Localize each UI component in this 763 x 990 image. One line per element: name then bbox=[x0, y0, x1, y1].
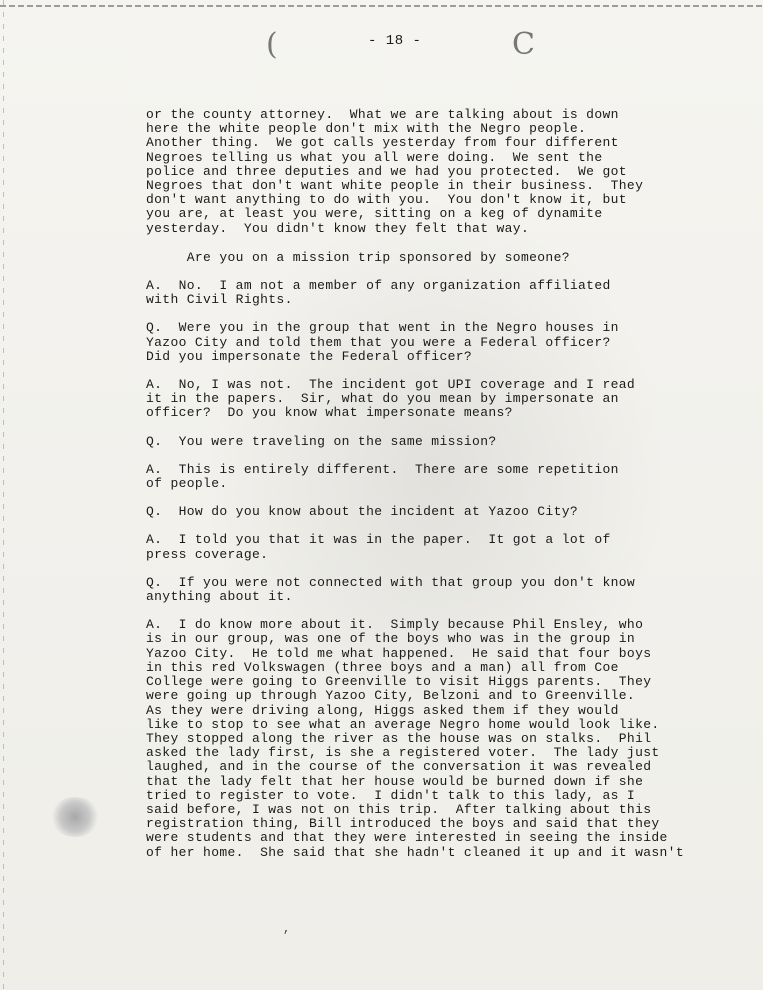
transcript-line: A. This is entirely different. There are some repetition bbox=[146, 461, 619, 477]
transcript-line: were going up through Yazoo City, Belzoni and to Greenville. bbox=[146, 688, 636, 704]
transcript-line: Q. How do you know about the incident at Yazoo City? bbox=[146, 504, 579, 520]
transcript-line: don't want anything to do with you. You don't know it, but bbox=[146, 192, 627, 208]
transcript-line: A. No, I was not. The incident got UPI coverage and I read bbox=[146, 377, 636, 393]
transcript-line: or the county attorney. What we are talking about is down bbox=[146, 107, 619, 122]
transcript-line: of people. bbox=[146, 476, 228, 492]
transcript-line: that the lady felt that her house would be burned down if she bbox=[146, 773, 644, 789]
page-number: - 18 - bbox=[368, 33, 422, 49]
transcript-line: said before, I was not on this trip. After talking about this bbox=[146, 801, 652, 817]
transcript-line: As they were driving along, Higgs asked them if they would bbox=[146, 702, 619, 718]
transcript-line: press coverage. bbox=[146, 546, 269, 562]
page-top-border bbox=[0, 5, 763, 7]
transcript-line: is in our group, was one of the boys who was in the group in bbox=[146, 631, 636, 647]
transcript-paragraph bbox=[146, 279, 716, 307]
punch-hole-mark-left: ( bbox=[266, 27, 278, 62]
transcript-line: like to stop to see what an average Negro home would look like. bbox=[146, 716, 660, 732]
transcript-line: in this red Volkswagen (three boys and a man) all from Coe bbox=[146, 659, 619, 675]
transcript-line: Yazoo City and told them that you were a Federal officer? bbox=[146, 334, 611, 350]
transcript-line: with Civil Rights. bbox=[146, 292, 293, 308]
transcript-paragraph bbox=[146, 618, 716, 859]
transcript-line: A. I do know more about it. Simply because Phil Ensley, who bbox=[146, 617, 644, 633]
transcript-line: you are, at least you were, sitting on a keg of dynamite bbox=[146, 206, 603, 222]
transcript-line: Negroes that don't want white people in their business. They bbox=[146, 178, 644, 194]
stray-mark: , bbox=[283, 922, 291, 936]
transcript-line: Q. Were you in the group that went in the Negro houses in bbox=[146, 320, 619, 336]
transcript-line: here the white people don't mix with the Negro people. bbox=[146, 121, 587, 137]
transcript-paragraph bbox=[146, 251, 716, 265]
transcript-paragraph bbox=[146, 505, 716, 519]
transcript-line: yesterday. You didn't know they felt that way. bbox=[146, 220, 530, 236]
transcript-line: police and three deputies and we had you protected. We got bbox=[146, 163, 627, 179]
punch-hole-mark-right: C bbox=[512, 27, 535, 62]
transcript-line: anything about it. bbox=[146, 589, 293, 605]
transcript-paragraph bbox=[146, 463, 716, 491]
transcript-line: registration thing, Bill introduced the boys and said that they bbox=[146, 816, 660, 832]
transcript-line: Negroes telling us what you all were doing. We sent the bbox=[146, 149, 603, 165]
transcript-line: Another thing. We got calls yesterday from four different bbox=[146, 135, 619, 151]
transcript-line: College were going to Greenville to visit Higgs parents. They bbox=[146, 674, 652, 690]
transcript-body bbox=[146, 108, 716, 874]
ink-smudge-mark bbox=[50, 797, 100, 837]
transcript-paragraph bbox=[146, 321, 716, 364]
transcript-line: Q. You were traveling on the same mission? bbox=[146, 433, 497, 449]
page-left-edge bbox=[3, 0, 4, 990]
transcript-line: A. I told you that it was in the paper. It got a lot of bbox=[146, 532, 611, 548]
transcript-line: it in the papers. Sir, what do you mean by impersonate an bbox=[146, 391, 619, 407]
transcript-line: of her home. She said that she hadn't cleaned it up and it wasn't bbox=[146, 844, 684, 860]
transcript-line: Did you impersonate the Federal officer? bbox=[146, 348, 473, 364]
transcript-paragraph bbox=[146, 378, 716, 421]
transcript-line: asked the lady first, is she a registered voter. The lady just bbox=[146, 745, 660, 761]
transcript-line: tried to register to vote. I didn't talk to this lady, as I bbox=[146, 787, 636, 803]
transcript-line: A. No. I am not a member of any organization affiliated bbox=[146, 278, 611, 294]
transcript-paragraph bbox=[146, 435, 716, 449]
transcript-paragraph bbox=[146, 576, 716, 604]
transcript-line: Yazoo City. He told me what happened. He said that four boys bbox=[146, 645, 652, 661]
transcript-line: were students and that they were interested in seeing the inside bbox=[146, 830, 668, 846]
transcript-line: They stopped along the river as the house was on stalks. Phil bbox=[146, 730, 652, 746]
transcript-line: Are you on a mission trip sponsored by someone? bbox=[146, 249, 570, 265]
transcript-paragraph bbox=[146, 108, 716, 236]
transcript-paragraph bbox=[146, 533, 716, 561]
transcript-line: Q. If you were not connected with that group you don't know bbox=[146, 574, 636, 590]
transcript-line: laughed, and in the course of the conversation it was revealed bbox=[146, 759, 652, 775]
transcript-line: officer? Do you know what impersonate means? bbox=[146, 405, 513, 421]
